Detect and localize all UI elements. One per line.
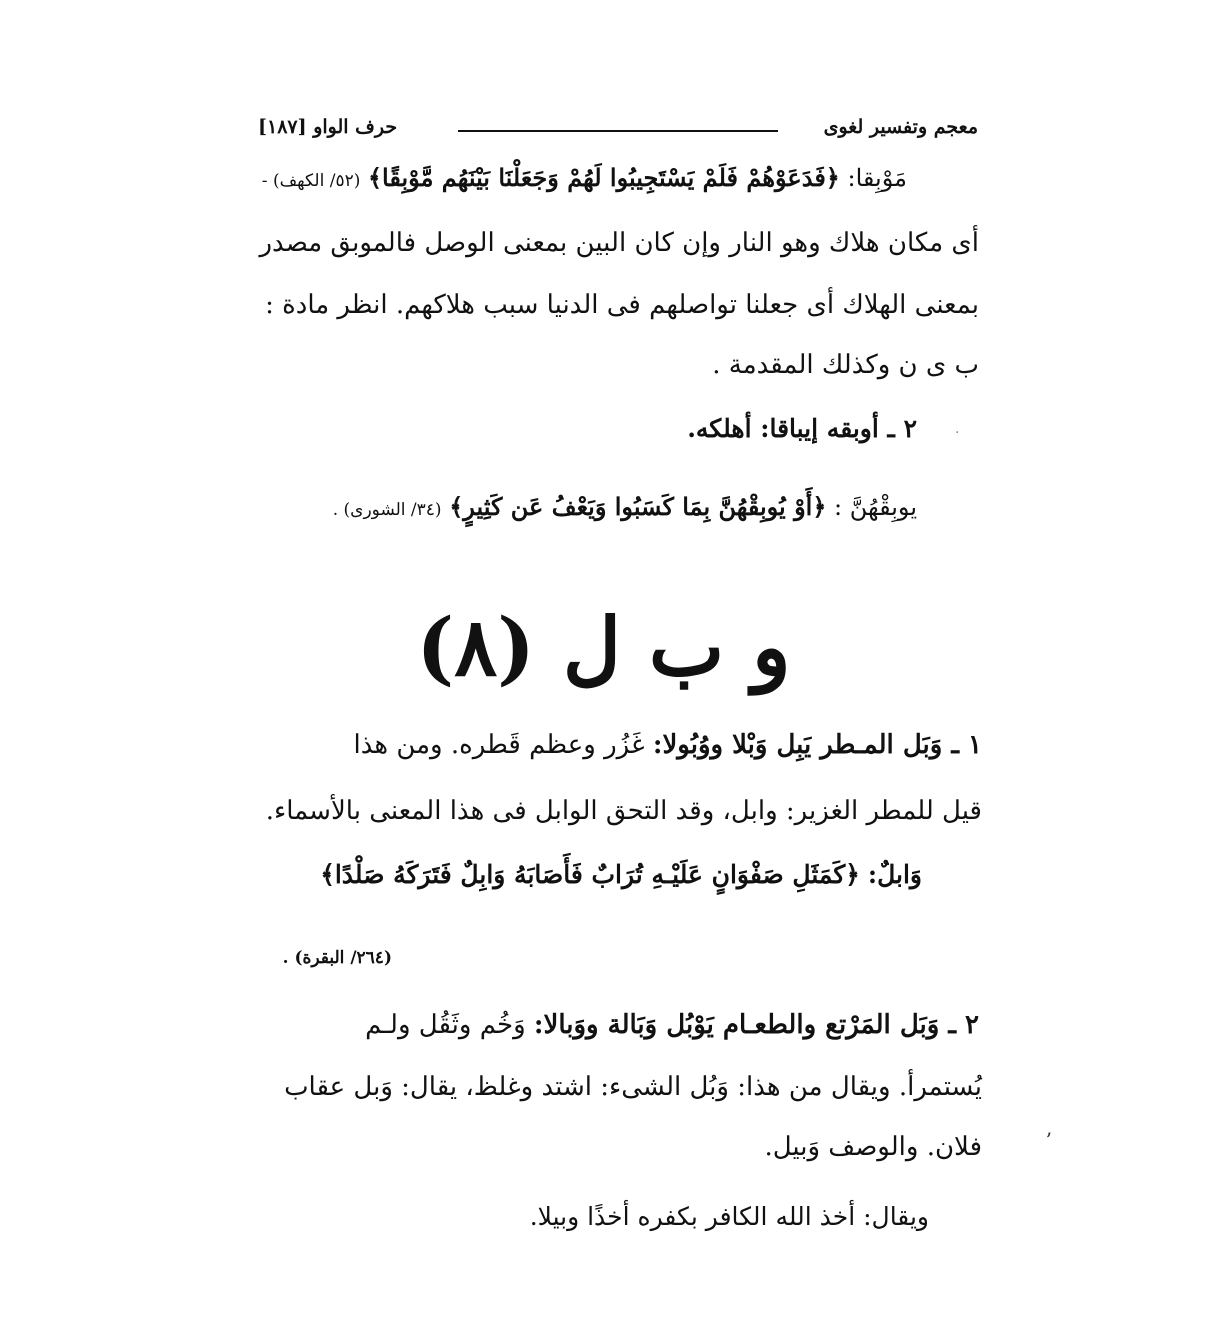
wbl-sense-1-line-1 xyxy=(353,730,982,760)
sense-lead: ٢ ـ وَبَل المَرْتع والطعـام يَوْبُل وَبَالة ووَبالا: xyxy=(533,1010,979,1040)
running-header xyxy=(258,108,978,148)
entry-term: يوبِقْهُنَّ : xyxy=(834,493,917,521)
sense-2-line: ٢ ـ أوبقه إيباقا: أهلكه. xyxy=(687,414,917,443)
quran-verse: ﴿كَمَثَلِ صَفْوَانٍ عَلَيْـهِ تُرَابٌ فَأَصَابَهُ وَابِلٌ فَتَرَكَهُ صَلْدًا﴾ xyxy=(320,860,860,889)
paragraph-line: ب ى ن وكذلك المقدمة . xyxy=(712,350,979,380)
scan-speck: · xyxy=(955,425,960,441)
scan-speck: ʼ xyxy=(1045,1128,1052,1152)
quran-verse: ﴿أَوْ يُوبِقْهُنَّ بِمَا كَسَبُوا وَيَعْفُ عَن كَثِيرٍ﴾ xyxy=(449,492,827,521)
paragraph-line: بمعنى الهلاك أى جعلنا تواصلهم فى الدنيا سبب هلاكهم. انظر مادة : xyxy=(265,290,979,320)
entry-term: وَابلٌ: xyxy=(867,860,922,889)
sense-definition: وَخُم وثَقُل ولـم xyxy=(365,1010,526,1040)
quran-verse: ﴿فَدَعَوْهُمْ فَلَمْ يَسْتَجِيبُوا لَهُمْ وَجَعَلْنَا بَيْنَهُم مَّوْبِقًا﴾ xyxy=(367,163,840,192)
sense-definition: غَزُر وعظم قَطره. ومن هذا xyxy=(353,730,645,760)
section-and-page-number: حرف الواو [١٨٧] xyxy=(258,116,398,138)
verse-reference: (٢٦٤/ البقرة) . xyxy=(282,948,392,968)
wbl-sense-2-line-4: ويقال: أخذ الله الكافر بكفره أخذًا وبيلا. xyxy=(529,1202,929,1231)
verse-reference: (٥٢/ الكهف) - xyxy=(261,171,361,191)
wbl-sense-1-verse-line xyxy=(320,860,922,889)
book-title: معجم وتفسير لغوى xyxy=(823,116,978,138)
wbl-sense-1-line-2: قيل للمطر الغزير: وابل، وقد التحق الوابل فى هذا المعنى بالأسماء. xyxy=(265,796,982,826)
sense-lead: ١ ـ وَبَل المـطر يَبِل وَبْلا ووُبُولا: xyxy=(652,730,982,760)
paragraph-line: أى مكان هلاك وهو النار وإن كان البين بمعنى الوصل فالموبق مصدر xyxy=(259,228,979,258)
wbl-sense-2-line-3: فلان. والوصف وَبيل. xyxy=(764,1132,982,1162)
wbl-sense-2-line-2: يُستمرأ. ويقال من هذا: وَبُل الشىء: اشتد وغلظ، يقال: وَبل عقاب xyxy=(284,1072,982,1102)
root-heading: و ب ل (٨) xyxy=(416,600,791,694)
wbl-sense-2-line-1 xyxy=(365,1010,979,1040)
verse-reference: (٣٤/ الشورى) . xyxy=(332,500,442,520)
entry-muwbiq-verse-line xyxy=(262,163,907,192)
entry-yubiqhunna-verse-line xyxy=(333,492,917,521)
entry-term: مَوْبِقا: xyxy=(847,164,907,192)
header-rule xyxy=(458,130,778,132)
